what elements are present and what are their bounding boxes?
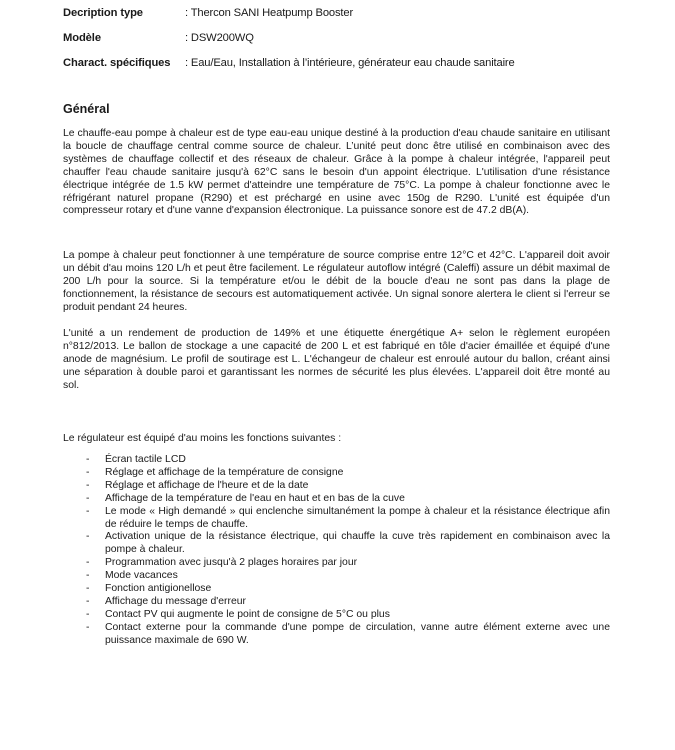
meta-value: : DSW200WQ xyxy=(185,32,254,44)
list-item-text: Réglage et affichage de la température de consigne xyxy=(105,466,344,478)
list-item xyxy=(86,531,610,557)
list-item-text: Affichage du message d'erreur xyxy=(105,595,246,607)
dash-bullet: - xyxy=(86,466,90,478)
meta-row-model xyxy=(63,31,254,45)
list-item xyxy=(86,596,610,609)
list-item-text: Le mode « High demandé » qui enclenche simultanément la pompe à chaleur et la résistance électrique afin de réduire le temps de chauffe. xyxy=(105,505,610,530)
dash-bullet: - xyxy=(86,621,90,633)
list-item-text: Fonction antigionellose xyxy=(105,583,212,595)
dash-bullet: - xyxy=(86,595,90,607)
paragraph-general-2: La pompe à chaleur peut fonctionner à une température de source comprise entre 12°C et 42°C. L'appareil doit avoir un débit d'au moins 120 L/h et peut être facilement. Le régulateur autoflow intégré (Caleffi) assure un débit maximal de 200 L/h pour la source. Si la température et/ou le débit de la boucle d'eau ne sont pas dans la plage de fonctionnement, la résistance de secours est automatiquement activée. Un signal sonore alertera le client si l'erreur se produit pendant 24 heures. xyxy=(63,250,610,313)
functions-intro: Le régulateur est équipé d'au moins les fonctions suivantes : xyxy=(63,433,342,444)
list-item-text: Contact externe pour la commande d'une pompe de circulation, vanne autre élément externe avec une puissance maximale de 690 W. xyxy=(105,621,610,646)
list-item-text: Réglage et affichage de l'heure et de la date xyxy=(105,479,309,491)
list-item xyxy=(86,622,610,648)
dash-bullet: - xyxy=(86,570,90,582)
dash-bullet: - xyxy=(86,454,90,465)
dash-bullet: - xyxy=(86,557,90,569)
list-item-text: Écran tactile LCD xyxy=(105,454,186,465)
list-item xyxy=(86,454,610,467)
list-item xyxy=(86,570,610,583)
dash-bullet: - xyxy=(86,583,90,595)
list-item xyxy=(86,480,610,493)
list-item-text: Affichage de la température de l'eau en haut et en bas de la cuve xyxy=(105,492,405,504)
list-item xyxy=(86,506,610,532)
meta-value: : Eau/Eau, Installation à l’intérieure, générateur eau chaude sanitaire xyxy=(185,57,515,69)
list-item-text: Activation unique de la résistance électrique, qui chauffe la cuve très rapidement en combinaison avec la pompe à chaleur. xyxy=(105,531,610,556)
list-item-text: Contact PV qui augmente le point de consigne de 5°C ou plus xyxy=(105,608,390,620)
dash-bullet: - xyxy=(86,608,90,620)
dash-bullet: - xyxy=(86,479,90,491)
dash-bullet: - xyxy=(86,531,90,543)
list-item xyxy=(86,557,610,570)
meta-value: : Thercon SANI Heatpump Booster xyxy=(185,7,354,19)
list-item-text: Programmation avec jusqu'à 2 plages horaires par jour xyxy=(105,557,358,569)
list-item xyxy=(86,493,610,506)
meta-label: Modèle xyxy=(63,32,101,44)
list-item xyxy=(86,467,610,480)
meta-row-description-type xyxy=(63,6,353,20)
list-item xyxy=(86,583,610,596)
dash-bullet: - xyxy=(86,492,90,504)
meta-row-specifics xyxy=(63,56,515,70)
list-item-text: Mode vacances xyxy=(105,570,178,582)
functions-list xyxy=(86,454,610,648)
paragraph-general-1: Le chauffe-eau pompe à chaleur est de type eau-eau unique destiné à la production d'eau chaude sanitaire en utilisant la boucle de chauffage central comme source de chaleur. L’unité peut donc être utilisé en combinaison avec des systèmes de chauffage collectif et des réseaux de chaleur. Grâce à la pompe à chaleur intégrée, l'appareil peut chauffer l'eau chaude sanitaire jusqu'à 62°C sans le besoin d'un appoint électrique. L'utilisation d'une résistance électrique intégrée de 1.5 kW permet d'atteindre une température de 75°C. La pompe à chaleur fonctionne avec le réfrigérant naturel propane (R290) et est préchargé en usine avec 150g de R290. L'unité est équipée d'un compresseur rotary et d'une vanne d'expansion électronique. La puissance sonore est de 47.2 dB(A). xyxy=(63,128,610,217)
list-item xyxy=(86,609,610,622)
paragraph-general-3: L'unité a un rendement de production de 149% et une étiquette énergétique A+ selon le règlement européen n°812/2013. Le ballon de stockage a une capacité de 200 L et est fabriqué en tôle d'acier émaillée et équipé d'une anode de magnésium. Le profil de soutirage est L. L'échangeur de chaleur est enroulé autour du ballon, créant ainsi une séparation à double paroi et garantissant les normes de sécurité les plus élevées. L'appareil doit être monté au sol. xyxy=(63,328,610,391)
section-title: Général xyxy=(63,102,110,116)
dash-bullet: - xyxy=(86,505,90,517)
meta-label: Decription type xyxy=(63,7,143,19)
meta-label: Charact. spécifiques xyxy=(63,57,171,69)
